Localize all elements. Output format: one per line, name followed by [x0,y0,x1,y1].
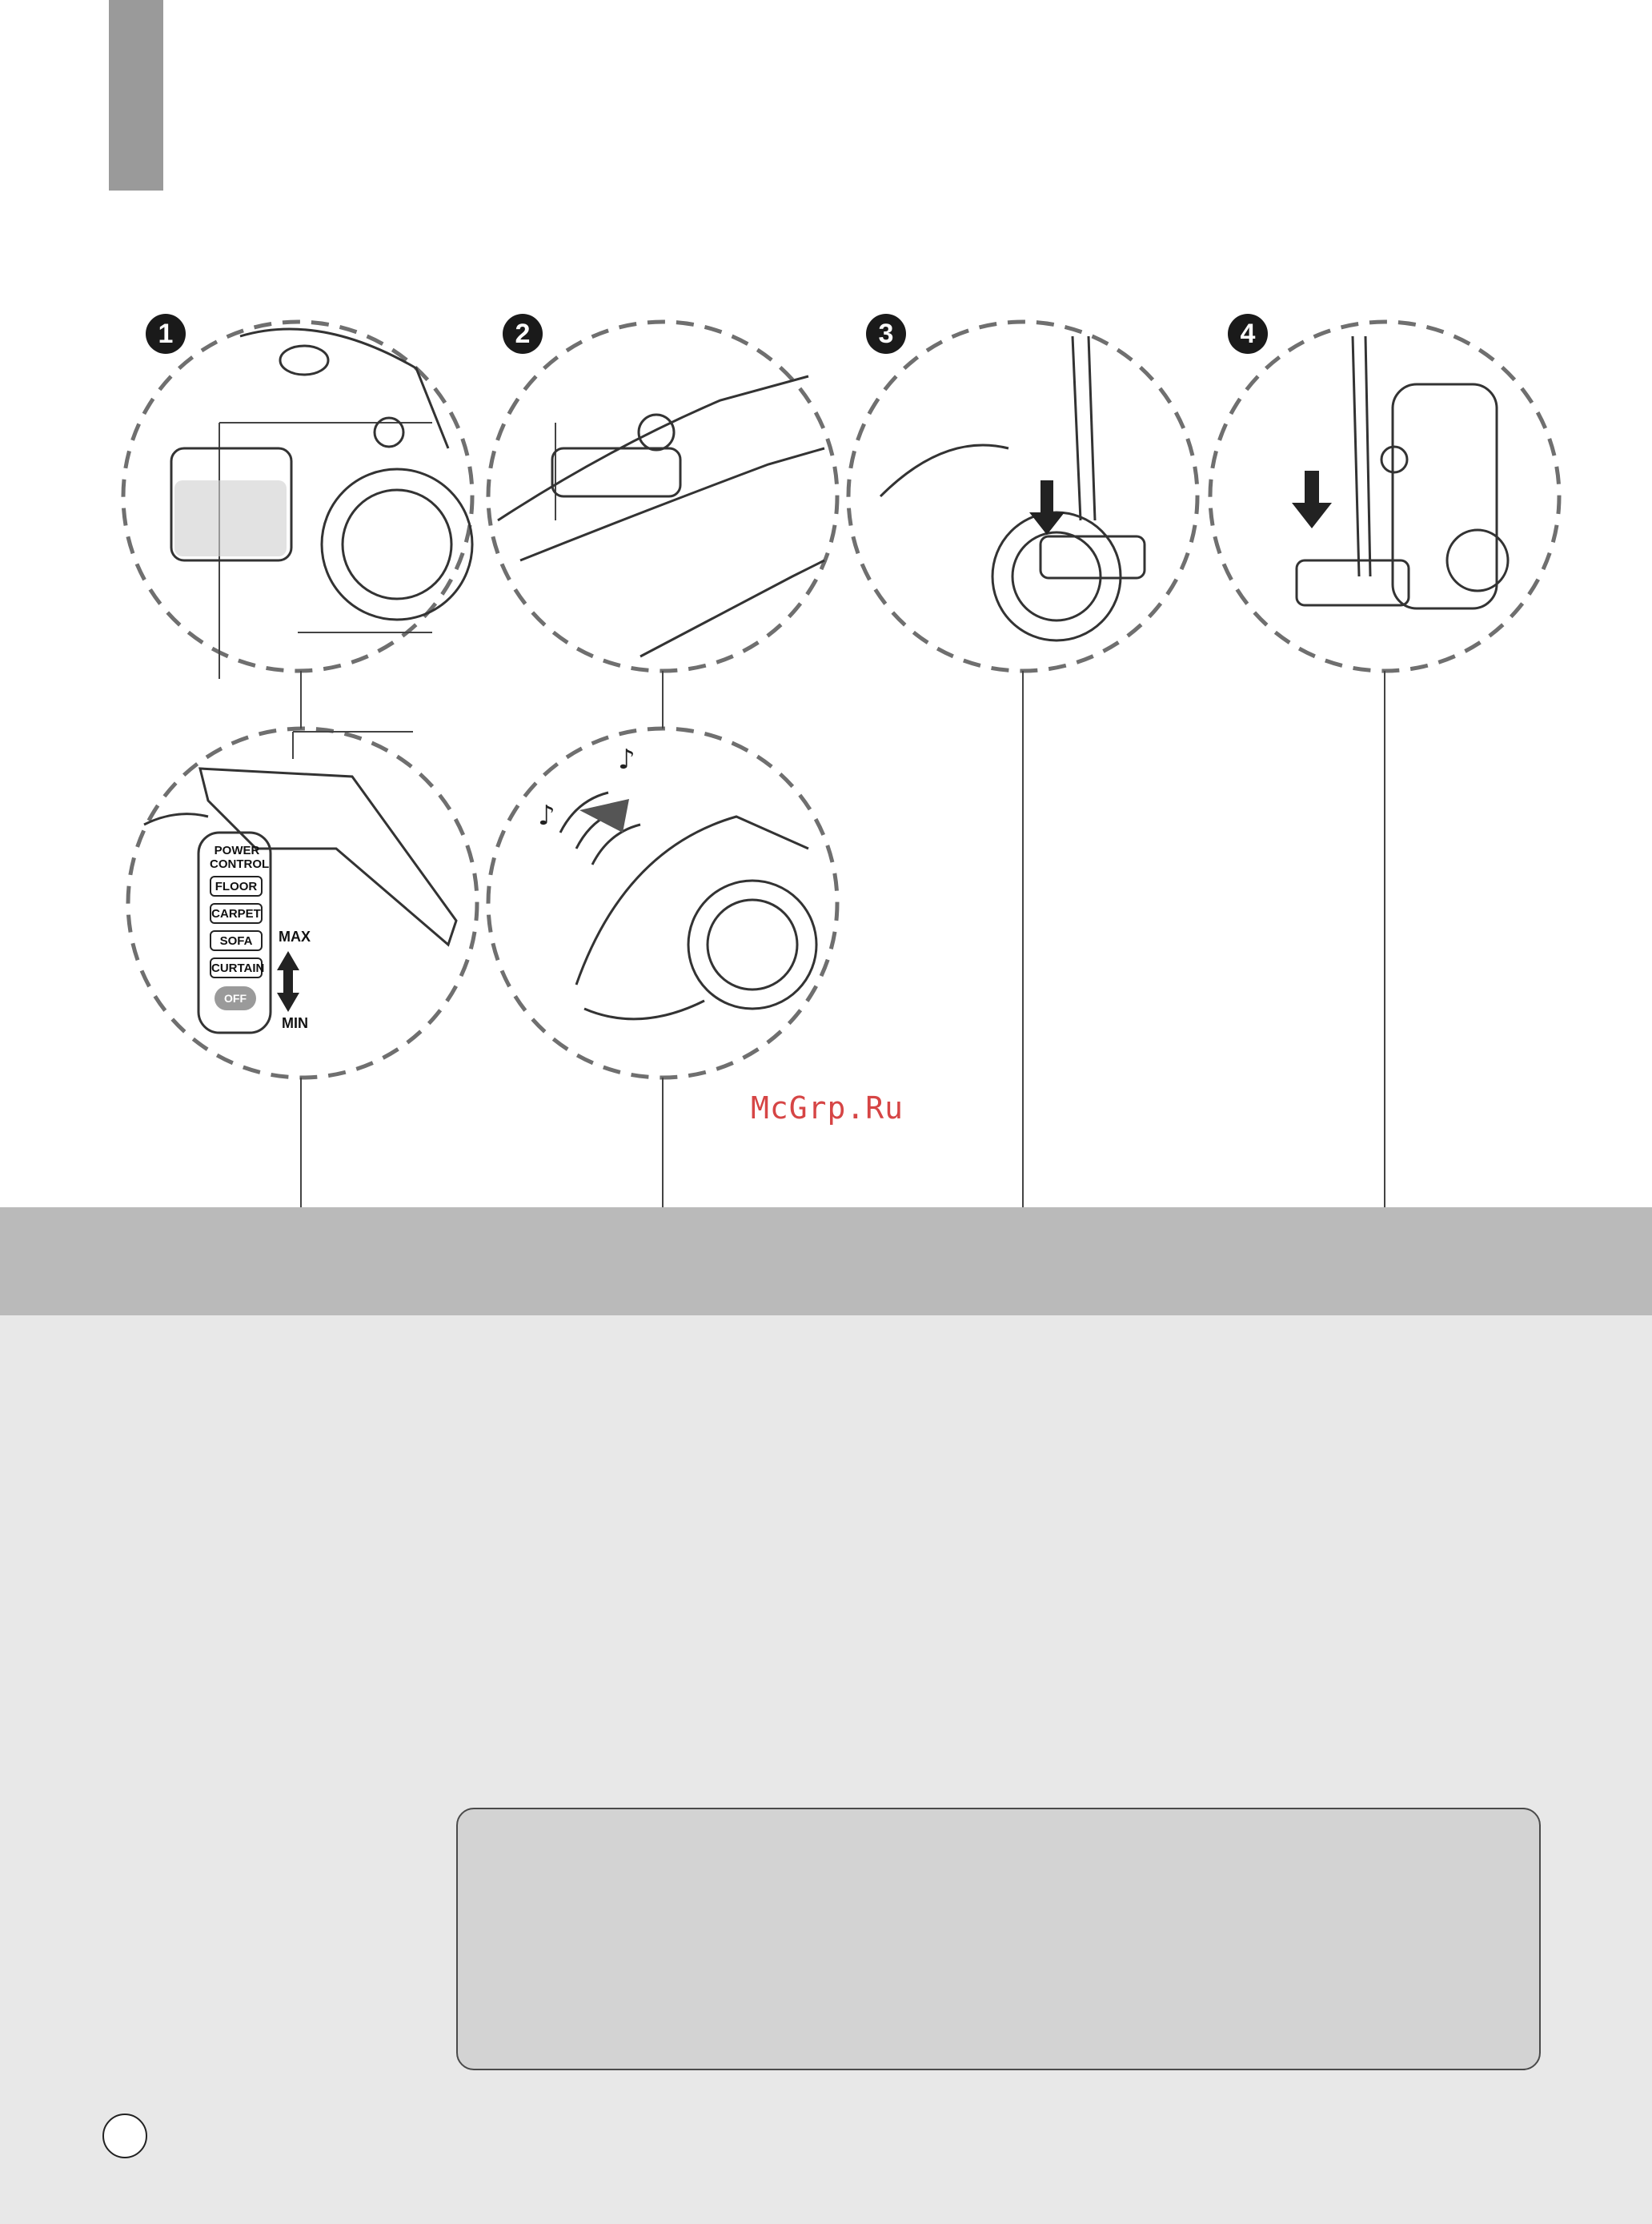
vacuum-illustration-step1 [171,329,472,620]
circle-step4-top [1210,322,1559,671]
max-min-arrow [277,951,299,1012]
watermark: McGrp.Ru [751,1090,904,1126]
section-header-band [0,1207,1652,1315]
handle-illustration-step2 [498,376,824,656]
note-box [456,1808,1541,2070]
content-area [0,1315,1652,2224]
svg-text:♪: ♪ [618,744,636,776]
power-button-curtain: CURTAIN [210,957,263,978]
vacuum-illustration-step4 [1297,336,1508,608]
step-number-3: 3 [866,314,906,354]
step-number-4: 4 [1228,314,1268,354]
power-button-off: OFF [215,986,256,1010]
power-button-carpet: CARPET [210,903,263,924]
hose-handle-illustration [144,769,456,1033]
power-button-sofa: SOFA [210,930,263,951]
down-arrow-step3 [1029,480,1065,535]
step-number-2: 2 [503,314,543,354]
min-label: MIN [282,1015,308,1031]
page-number-circle [102,2114,147,2158]
down-arrow-step4 [1292,471,1332,528]
power-button-floor: FLOOR [210,876,263,897]
power-control-title: POWER CONTROL [210,844,270,871]
vacuum-illustration-sound [560,793,816,1019]
max-label: MAX [279,929,311,945]
svg-text:♪: ♪ [538,800,555,832]
circle-step2-bottom [488,729,837,1078]
vacuum-illustration-step3 [880,336,1145,640]
circle-step3-top [848,322,1197,671]
step-number-1: 1 [146,314,186,354]
